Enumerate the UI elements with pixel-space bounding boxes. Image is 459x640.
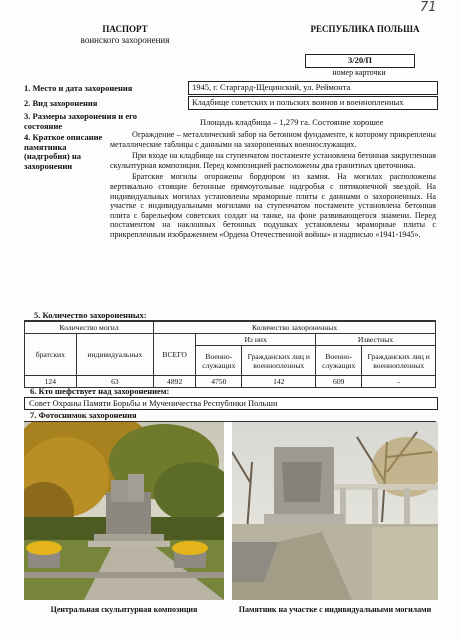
- civilians-header: Гражданских лиц и военнопленных: [242, 346, 316, 376]
- passport-subtitle: воинского захоронения: [80, 35, 170, 45]
- individual-graves-header: индивидуальных: [76, 334, 154, 376]
- total-value: 4892: [154, 376, 196, 388]
- caption-left: Центральная скульптурная композиция: [50, 605, 198, 614]
- size-label: 3. Размеры захоронения и его состояние: [24, 111, 137, 131]
- photo-individual-graves-monument-image: [232, 422, 438, 600]
- description-paragraph: Братские могилы огорожены бордюром из камня. На могилах расположены вертикально стоящие бетонные прямоугольные надгробья с пятиконечной звездой. На индивидуальных могилах установлены мраморные плиты с данными о захороненных. На участке с индивидуальными могилами на ступенчатом постаменте установлена бетонная плита с барельефом советских солдат на танке, на фоне развивающегося знамени. Перед постаментом на наклонных бетонных подушках установлены мраморные плиты с прикрепленным изображением «Ордена Отечественной войны» и надписью «1941-1945».: [110, 172, 436, 239]
- photo-central-composition-image: [24, 422, 224, 600]
- description-paragraph: Ограждение – металлический забор на бетонном фундаменте, к которому прикреплены металлические таблицы с данными на захороненных военнослужащих.: [110, 130, 436, 149]
- caption-right: Памятник на участке с индивидуальными могилами: [238, 605, 432, 614]
- mass-graves-value: 124: [25, 376, 77, 388]
- buried-header: Количество захороненных: [154, 322, 436, 334]
- card-number-label: номер карточки: [332, 68, 386, 77]
- country-title: РЕСПУБЛИКА ПОЛЬША: [310, 24, 420, 34]
- known-military-header: Военно-служащих: [316, 346, 362, 376]
- type-label: 2. Вид захоронения: [24, 98, 98, 108]
- patron-value: Совет Охраны Памяти Борьбы и Мученичества Республики Польши: [24, 397, 438, 410]
- card-number: 3/20/П: [305, 54, 415, 68]
- photos-label: 7. Фотоснимок захоронения: [30, 410, 137, 420]
- military-value: 4750: [196, 376, 242, 388]
- photo-central-composition: [24, 422, 224, 600]
- place-value: 1945, г. Старгард-Щецинский, ул. Реймонта: [188, 81, 438, 95]
- known-military-value: 609: [316, 376, 362, 388]
- individual-graves-value: 63: [76, 376, 154, 388]
- known-header: Известных: [316, 334, 436, 346]
- photo-individual-graves-monument: [232, 422, 438, 600]
- graves-header: Количество могил: [25, 322, 154, 334]
- known-civilians-value: -: [362, 376, 436, 388]
- place-label: 1. Место и дата захоронения: [24, 83, 133, 93]
- civilians-value: 142: [242, 376, 316, 388]
- stats-label: 5. Количество захороненных:: [34, 310, 147, 320]
- size-value: Площадь кладбища – 1,279 га. Состояние хорошее: [200, 117, 384, 127]
- stats-table: [24, 321, 436, 388]
- handwritten-page-number: 71: [420, 0, 437, 15]
- description-label: 4. Краткое описание памятника (надгробия) на захоронении: [24, 132, 103, 171]
- total-header: ВСЕГО: [154, 334, 196, 376]
- description-text: [110, 130, 436, 242]
- of-them-header: Из них: [196, 334, 316, 346]
- type-value: Кладбище советских и польских воинов и военнопленных: [188, 96, 438, 110]
- military-header: Военно-служащих: [196, 346, 242, 376]
- mass-graves-header: братских: [25, 334, 77, 376]
- known-civilians-header: Гражданских лиц и военнопленных: [362, 346, 436, 376]
- description-paragraph: При входе на кладбище на ступенчатом постаменте установлена бетонная закругленная скульптурная композиция. Перед композицией расположены два гранитных цветочника.: [110, 151, 436, 170]
- patron-label: 6. Кто шефствует над захоронением:: [30, 386, 170, 396]
- passport-title: ПАСПОРТ: [102, 24, 148, 34]
